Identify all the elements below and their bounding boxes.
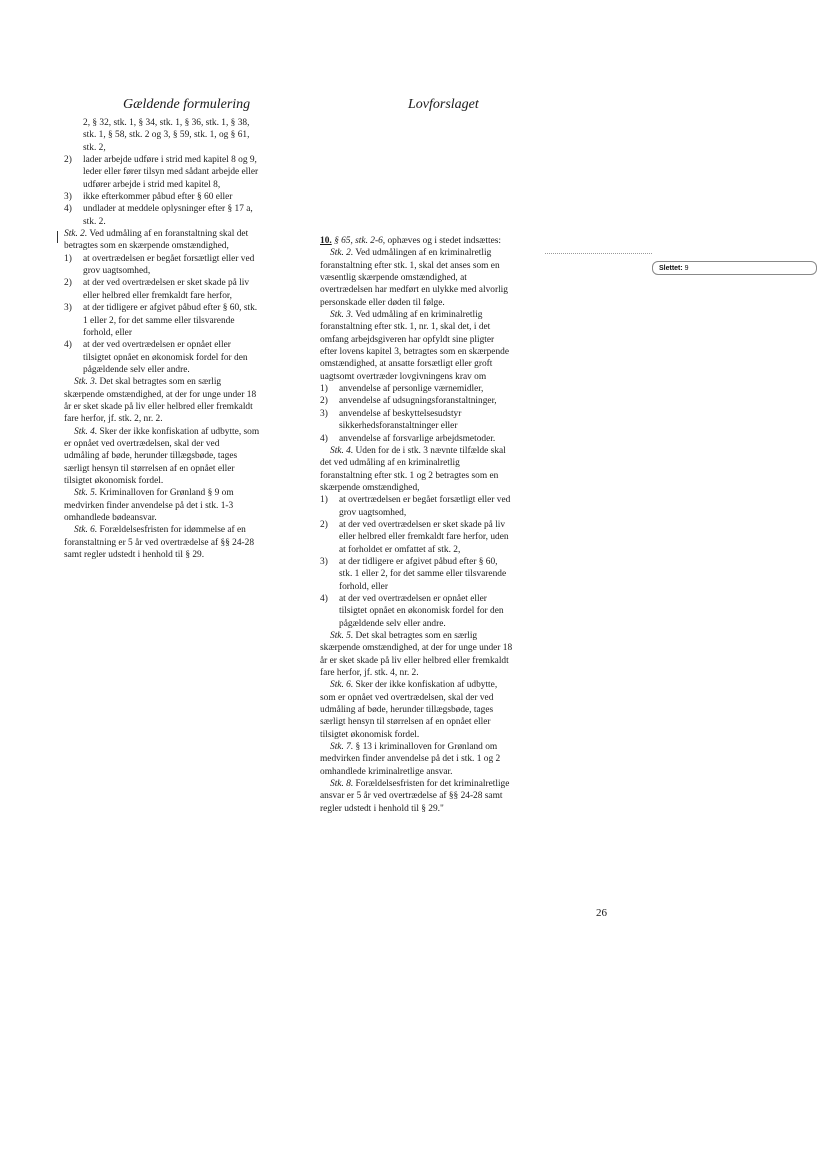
text-line: eller helbred eller fremkaldt fare herfor, uden: [339, 532, 509, 543]
text-line: Forældelsesfristen for det kriminalretlige: [353, 779, 510, 790]
list-item: [320, 433, 555, 445]
text-line: omfang arbejdsgiveren har opfyldt sine pligter: [320, 334, 495, 345]
text-line: skærpende omstændighed, at der for unge under 18: [64, 389, 257, 400]
stk-label: Stk. 2.: [64, 229, 88, 240]
text-line: år er sket skade på liv eller helbred eller fremkaldt: [320, 655, 509, 666]
list-item: [320, 383, 555, 395]
list-item: [64, 191, 307, 203]
text-line: forhold, eller: [83, 327, 132, 338]
list-item-text: [83, 253, 307, 278]
stk-label: Stk. 3.: [330, 310, 354, 321]
text-line: Ved udmåling af en foranstaltning skal det: [87, 229, 249, 240]
text-line: 1 eller 2, for det samme eller tilsvarende: [83, 315, 235, 326]
right-stk7: [320, 741, 555, 778]
right-column: [320, 235, 555, 815]
text-line: stk. 1, § 58, stk. 2 og 3, § 59, stk. 1, og § 61,: [83, 130, 250, 141]
amendment-ref: § 65, stk. 2-6,: [331, 236, 386, 246]
text-line: udfører arbejde i strid med kapitel 8,: [83, 179, 221, 190]
text-line: omhandlede bødeansvar.: [64, 513, 157, 523]
list-item-number: 2): [320, 519, 328, 530]
text-line: tilsigtet opnået en økonomisk fordel for den: [339, 606, 504, 617]
list-item-number: 3): [320, 556, 328, 567]
text-line: omstændighed, at ansatte forsætligt eller groft: [320, 359, 493, 370]
list-item-number: 4): [64, 204, 72, 215]
text-line: sikkerhedsforanstaltninger eller: [339, 421, 458, 432]
list-item: [64, 302, 307, 339]
text-line: Det skal betragtes som en særlig: [97, 377, 222, 388]
stk-label: Stk. 6.: [74, 525, 98, 536]
text-line: at der tidligere er afgivet påbud efter § 60,: [339, 556, 498, 567]
list-item: [320, 408, 555, 433]
text-line: leder eller fører tilsyn med sådant arbejde eller: [83, 167, 259, 178]
left-stk2: [64, 228, 307, 253]
amendment-intro-text: ophæves og i stedet indsættes:: [385, 236, 501, 246]
text-line: udmåling af bøde, herunder tillægsbøde, tages: [320, 705, 494, 716]
text-line: § 13 i kriminalloven for Grønland om: [353, 742, 498, 753]
list-item-number: 3): [64, 192, 72, 203]
list-item-text: [83, 191, 307, 203]
left-stk4: [64, 426, 307, 488]
right-stk8: [320, 778, 555, 815]
stk-text: [320, 310, 509, 382]
text-line: lader arbejde udføre i strid med kapitel 8 og 9,: [83, 155, 257, 166]
text-line: at der tidligere er afgivet påbud efter § 60, stk.: [83, 303, 258, 314]
right-stk2: [320, 247, 555, 309]
list-item: [64, 203, 307, 228]
stk-label: Stk. 5.: [74, 488, 98, 499]
list-item-text: [339, 395, 555, 407]
list-item-text: [339, 494, 555, 519]
amendment-number: 10.: [320, 236, 332, 246]
right-stk3: [320, 309, 555, 383]
left-items-a: [64, 154, 307, 228]
stk-label: Stk. 2.: [330, 248, 354, 259]
left-items-b: [64, 253, 307, 376]
text-line: uagtsomt overtræder lovgivningens krav om: [320, 371, 487, 382]
list-item: [320, 593, 555, 630]
right-stk6: [320, 679, 555, 741]
text-line: fare herfor, jf. stk. 4, nr. 2.: [320, 668, 419, 679]
text-line: stk. 2,: [83, 142, 106, 153]
amendment-intro: [320, 235, 555, 247]
list-item: [64, 253, 307, 278]
comment-leader-line: [545, 253, 652, 254]
text-line: Ved udmålingen af en kriminalretlig: [353, 248, 492, 259]
text-line: særligt hensyn til størrelsen af en opnået eller: [64, 463, 235, 474]
list-item-number: 2): [320, 396, 328, 407]
stk-label: Stk. 4.: [330, 445, 354, 456]
list-item: [64, 154, 307, 191]
left-stk5: [64, 487, 307, 524]
left-column: [64, 117, 307, 561]
text-line: at overtrædelsen er begået forsætligt eller ved: [339, 495, 511, 506]
list-item-text: [83, 339, 307, 376]
text-line: ikke efterkommer påbud efter § 60 eller: [83, 192, 233, 203]
text-line: foranstaltning efter stk. 1 og 2 betragtes som en: [320, 470, 499, 481]
text-line: tilsigtet opnået en økonomisk fordel for den: [83, 352, 248, 363]
text-line: overtrædelsen har medført en ulykke med alvorlig: [320, 285, 508, 296]
list-item: [64, 339, 307, 376]
text-line: ansvar er 5 år ved overtrædelse af §§ 24-28 samt: [320, 791, 503, 802]
text-line: efter lovens kapitel 3, betragtes som en skærpende: [320, 347, 510, 358]
stk-label: Stk. 5.: [330, 631, 354, 641]
right-items-a: [320, 383, 555, 445]
text-line: år er sket skade på liv eller helbred eller fremkaldt: [64, 401, 253, 412]
text-line: undlader at meddele oplysninger efter § 17 a,: [83, 204, 253, 215]
list-item-text: [83, 154, 307, 191]
comment-label: Slettet:: [659, 265, 683, 272]
text-line: væsentlig skærpende omstændighed, at: [320, 273, 467, 284]
deletion-comment-balloon[interactable]: [652, 261, 817, 275]
list-item-text: [339, 383, 555, 395]
text-line: pågældende selv eller andre.: [83, 364, 190, 375]
text-line: stk. 2.: [83, 216, 106, 227]
text-line: 2, § 32, stk. 1, § 34, stk. 1, § 36, stk. 1, § 38,: [83, 118, 250, 128]
text-line: tilsigtet økonomisk fordel.: [320, 729, 420, 740]
text-line: grov uagtsomhed,: [83, 266, 151, 277]
text-line: regler udstedt i henhold til § 29.": [320, 803, 444, 814]
text-line: Det skal betragtes som en særlig: [353, 631, 478, 641]
text-line: foranstaltning efter stk. 1, skal det anses som en: [320, 260, 500, 271]
list-item-text: [83, 302, 307, 339]
stk-label: Stk. 8.: [330, 779, 354, 790]
list-item-number: 4): [320, 433, 328, 444]
text-line: er opnået ved overtrædelsen, skal der ved: [64, 438, 220, 449]
right-items-b: [320, 494, 555, 630]
text-line: det ved udmåling af en kriminalretlig: [320, 458, 460, 469]
text-line: at der ved overtrædelsen er sket skade på liv: [83, 278, 250, 289]
text-line: at forholdet er omfattet af stk. 2,: [339, 544, 461, 555]
text-line: Sker der ikke konfiskation af udbytte,: [353, 680, 498, 691]
text-line: pågældende selv eller andre.: [339, 618, 446, 629]
left-intro-lines: [64, 117, 307, 154]
text-line: særligt hensyn til størrelsen af en opnået eller: [320, 717, 491, 728]
text-line: Forældelsesfristen for idømmelse af en: [97, 525, 246, 536]
list-item: [320, 519, 555, 556]
text-line: at der ved overtrædelsen er opnået eller: [83, 340, 231, 351]
right-stk4: [320, 445, 555, 494]
text-line: at overtrædelsen er begået forsætligt eller ved: [83, 253, 255, 264]
text-line: skærpende omstændighed,: [320, 482, 420, 493]
stk-label: Stk. 4.: [74, 426, 98, 437]
list-item-number: 3): [64, 303, 72, 314]
text-line: Kriminalloven for Grønland § 9 om: [97, 488, 234, 499]
stk-label: Stk. 7.: [330, 742, 354, 753]
list-item-text: [339, 556, 555, 593]
list-item: [320, 494, 555, 519]
left-stk6: [64, 524, 307, 561]
list-item-number: 4): [64, 340, 72, 351]
left-stk3: [64, 376, 307, 425]
list-item-number: 1): [64, 253, 72, 264]
right-stk5: [320, 630, 555, 679]
page-number: 26: [596, 907, 607, 919]
list-item: [64, 277, 307, 302]
text-line: foranstaltning efter stk. 1, nr. 1, skal det, i det: [320, 322, 491, 333]
text-line: eller helbred eller fremkaldt fare herfor,: [83, 290, 233, 301]
text-line: Ved udmåling af en kriminalretlig: [353, 310, 483, 321]
list-item-text: [339, 408, 555, 433]
text-line: anvendelse af forsvarlige arbejdsmetoder.: [339, 433, 496, 444]
text-line: samt regler udstedt i henhold til § 29.: [64, 550, 205, 561]
list-item-number: 4): [320, 593, 328, 604]
list-item-text: [339, 433, 555, 445]
text-line: at der ved overtrædelsen er opnået eller: [339, 593, 487, 604]
list-item-number: 1): [320, 384, 328, 395]
stk-text: [64, 229, 248, 251]
text-line: medvirken finder anvendelse på det i stk. 1-3: [64, 500, 234, 511]
left-column-heading: Gældende formulering: [123, 97, 251, 112]
text-line: anvendelse af personlige værnemidler,: [339, 384, 484, 395]
text-line: omhandlede kriminalretlige ansvar.: [320, 766, 453, 777]
right-column-heading: Lovforslaget: [408, 97, 479, 112]
list-item: [320, 556, 555, 593]
text-line: tilsigtet økonomisk fordel.: [64, 475, 164, 486]
text-line: anvendelse af udsugningsforanstaltninger,: [339, 396, 497, 407]
text-line: skærpende omstændighed, at der for unge under 18: [320, 643, 513, 654]
list-item-number: 1): [320, 495, 328, 506]
text-line: grov uagtsomhed,: [339, 507, 407, 518]
stk-label: Stk. 6.: [330, 680, 354, 691]
list-item-text: [339, 593, 555, 630]
text-line: fare herfor, jf. stk. 2, nr. 2.: [64, 414, 163, 425]
text-line: medvirken finder anvendelse på det i stk. 1 og 2: [320, 754, 501, 765]
list-item-number: 2): [64, 155, 72, 166]
list-item-number: 3): [320, 408, 328, 419]
text-line: personskade eller døden til følge.: [320, 297, 445, 308]
text-line: Sker der ikke konfiskation af udbytte, som: [97, 426, 260, 437]
list-item-text: [83, 277, 307, 302]
list-item-text: [83, 203, 307, 228]
change-bar: [57, 231, 58, 243]
text-line: som er opnået ved overtrædelsen, skal der ved: [320, 692, 494, 703]
text-line: Uden for de i stk. 3 nævnte tilfælde skal: [353, 445, 506, 456]
stk-label: Stk. 3.: [74, 377, 98, 388]
list-item-number: 2): [64, 278, 72, 289]
text-line: udmåling af bøde, herunder tillægsbøde, tages: [64, 451, 238, 462]
text-line: forhold, eller: [339, 581, 388, 592]
text-line: at der ved overtrædelsen er sket skade på liv: [339, 519, 506, 530]
list-item-text: [339, 519, 555, 556]
text-line: betragtes som en skærpende omstændighed,: [64, 241, 229, 252]
text-line: anvendelse af beskyttelsesudstyr: [339, 408, 462, 419]
text-line: stk. 1 eller 2, for det samme eller tilsvarende: [339, 569, 507, 580]
comment-value: 9: [682, 265, 689, 272]
text-line: foranstaltning er 5 år ved overtrædelse af §§ 24-28: [64, 537, 255, 548]
list-item: [320, 395, 555, 407]
